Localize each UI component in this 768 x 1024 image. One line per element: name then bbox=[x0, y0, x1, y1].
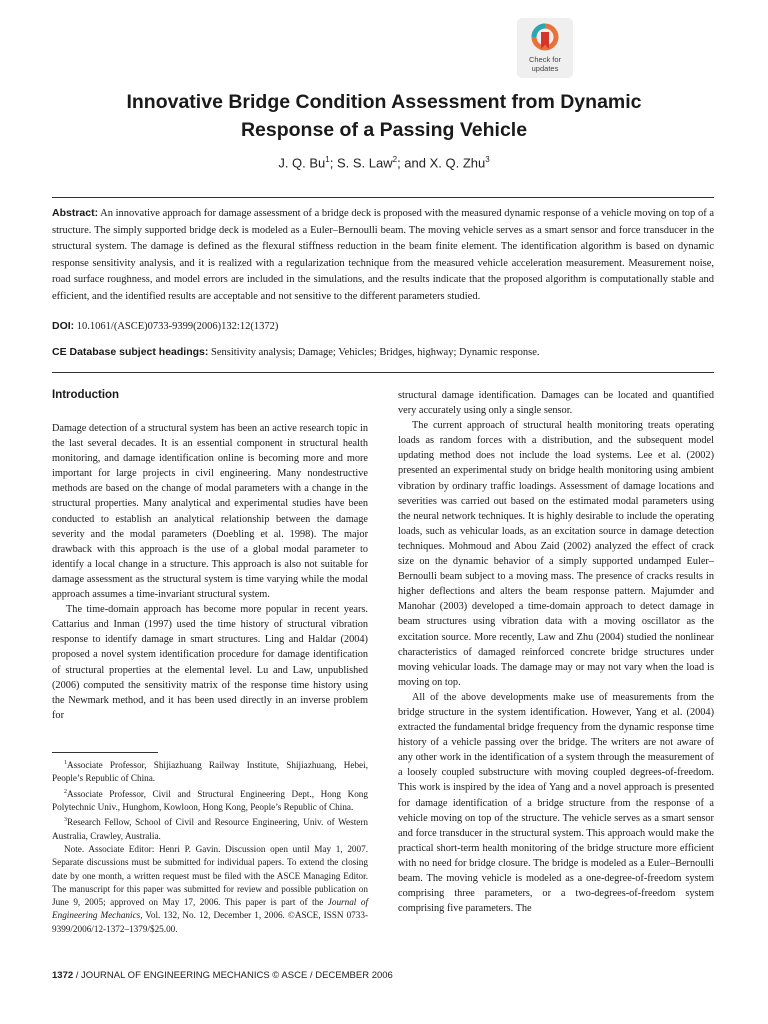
author-name: J. Q. Bu bbox=[278, 155, 326, 171]
footnote bbox=[52, 786, 368, 815]
footnote bbox=[52, 757, 368, 786]
divider-top bbox=[52, 197, 714, 198]
section-heading-introduction: Introduction bbox=[52, 389, 120, 401]
footnote-text: Associate Professor, Shijiazhuang Railway Institute, Shijiazhuang, Hebei, People’s Republic of China. bbox=[52, 760, 368, 784]
paragraph: The time-domain approach has become more popular in recent years. Cattarius and Inman (1997) used the time history of structural vibration response to identify damage in smart structures. Ling and Haldar (2004) proposed a novel system identification procedure for damage identification of structural properties at the elemental level. Lu and Law, unpublished (2006) computed the sensitivity matrix of the response time history using the Newmark method, and it has been used directly in an inverse problem for bbox=[52, 604, 368, 721]
title-line-1: Innovative Bridge Condition Assessment from Dynamic bbox=[126, 91, 642, 113]
footnote-mark: 3 bbox=[64, 817, 67, 824]
author-list bbox=[0, 155, 768, 170]
author-name: S. S. Law bbox=[336, 155, 393, 171]
badge-line-1: Check for bbox=[528, 55, 562, 64]
subject-headings-value: Sensitivity analysis; Damage; Vehicles; Bridges, highway; Dynamic response. bbox=[211, 347, 540, 358]
footer-text: / JOURNAL OF ENGINEERING MECHANICS © ASCE / DECEMBER 2006 bbox=[73, 970, 393, 981]
paragraph: All of the above developments make use of measurements from the bridge structure in the system identification. However, Yang et al. (2004) extracted the fundamental bridge frequency from the dynamic response time history of a vehicle passing over the bridge. The writers are not aware of any other work in the identification of a system through the measurement of a loosely coupled substructure with moving coupled degrees-of-freedom. This work is inspired by the idea of Yang and a novel approach is presented for damage identification of a bridge structure from the response of a vehicle moving on top of the structure. The vehicle serves as a smart sensor and force transducer in the structural system. This approach would make the practical short-term health monitoring of the bridge structure more efficient with no need for bridge closure. The bridge is modeled as a Euler–Bernoulli beam. The moving vehicle is modeled as a one-degree-of-freedom system comprising three parameters, or a two-degrees-of-freedom system comprising five parameters. The bbox=[398, 691, 714, 915]
badge-label bbox=[518, 55, 572, 73]
badge-line-2: updates bbox=[531, 64, 559, 73]
right-column bbox=[398, 388, 714, 916]
journal-name: Journal of Engineering Mechanics bbox=[52, 897, 369, 921]
note-text-end: , Vol. 132, No. 12, December 1, 2006. ©ASCE, ISSN 0733-9399/2006/12-1372–1379/$25.00. bbox=[52, 910, 369, 934]
footnote-mark: 1 bbox=[64, 760, 67, 766]
note-text: Note. Associate Editor: Henri P. Gavin. Discussion open until May 1, 2007. Separate discussions must be submitted for individual papers. To extend the closing date by one month, a written request must be filed with the ASCE Managing Editor. The manuscript for this paper was submitted for review and possible publication on June 9, 2005; approved on May 17, 2006. This paper is part of the bbox=[52, 843, 368, 908]
divider-bottom bbox=[52, 372, 714, 373]
doi-label: DOI: bbox=[52, 320, 75, 332]
footnotes bbox=[52, 757, 368, 936]
author-affiliation-mark: 1 bbox=[325, 155, 330, 164]
author-affiliation-mark: 3 bbox=[485, 155, 490, 164]
page-number: 1372 bbox=[52, 970, 74, 981]
author-name: X. Q. Zhu bbox=[429, 155, 486, 171]
footnote-divider bbox=[52, 752, 158, 753]
doi-value[interactable]: 10.1061/(ASCE)0733-9399(2006)132:12(1372) bbox=[76, 321, 279, 332]
subject-headings-label: CE Database subject headings: bbox=[52, 346, 209, 358]
subject-headings bbox=[52, 346, 714, 358]
author-separator: ; bbox=[329, 155, 337, 171]
editorial-note bbox=[52, 843, 368, 936]
footnote-text: Associate Professor, Civil and Structural Engineering Dept., Hong Kong Polytechnic Univ., Hunghom, Kowloon, Hong Kong, People’s Republic of China. bbox=[52, 788, 368, 813]
footnote-mark: 2 bbox=[64, 788, 67, 795]
abstract bbox=[52, 205, 714, 306]
page-footer bbox=[52, 970, 393, 981]
footnote-text: Research Fellow, School of Civil and Resource Engineering, Univ. of Western Australia, Crawley, Australia. bbox=[52, 817, 368, 841]
author-separator: ; and bbox=[397, 155, 430, 171]
paragraph: The current approach of structural health monitoring treats operating loads as random forces with a distribution, and the subsequent model updating method does not include the load systems. Lee et al. (2002) presented an experimental study on bridge health monitoring using ambient vibration by ordinary traffic loadings. Assessment of damage locations and severities was carried out based on the estimated modal parameters using the neural network techniques. It is highly desirable to include the operating loads, such as vehicular loads, as an excitation source in damage detection techniques. Mohmoud and Abou Zaid (2002) analyzed the effect of crack size on the dynamic behavior of a simply supported undamped Euler–Bernoulli beam subject to a moving mass. The presence of cracks results in higher deflections and alters the beam response pattern. Majumder and Manohar (2003) developed a time-domain approach to detect damage in beam structures using vibration data with a moving oscillator as the excitation source. More recently, Law and Zhu (2004) studied the nonlinear characteristics of damaged reinforced concrete bridge structures under moving vehicular loads. The damage may or may not vary when the load is moving on top. bbox=[398, 420, 714, 688]
footnote bbox=[52, 814, 368, 843]
left-column bbox=[52, 421, 368, 723]
paper-title bbox=[0, 88, 768, 144]
abstract-label: Abstract: bbox=[52, 207, 99, 219]
doi bbox=[52, 320, 714, 332]
title-line-2: Response of a Passing Vehicle bbox=[240, 119, 528, 141]
abstract-text: An innovative approach for damage assessment of a bridge deck is proposed with the measured dynamic response of a vehicle moving on top of a structure. The simply supported bridge deck is modeled as a Euler–Bernoulli beam. The moving vehicle serves as a smart sensor and force transducer in the structural system. The damage is defined as the flexural stiffness reduction in the beam finite element. The identification algorithm is based on dynamic response sensitivity analysis, and it is realized with a regularization technique from the measured vehicle acceleration measurement. Measurement noise, road surface roughness, and model errors are included in the simulations, and the results indicate that the proposed algorithm is computationally stable and efficient, and the identified results are acceptable and not sensitive to the different parameters studied. bbox=[52, 208, 714, 302]
paragraph: Damage detection of a structural system has been an active research topic in the last several decades. It is an essential component in structural health monitoring, and damage identification online is becoming more and more important for large projects in civil engineering. Many nondestructive methods are based on the change of modal parameters with a change in the structural properties. Many analytical and experimental studies have been conducted to establish an analytical relationship between the damage severity and the modal parameters (Doebling et al. 1998). The major drawback with this approach is the use of a global modal parameter to identify a local change in a structure. This approach is also not suitable for damage assessment as the structural system is time varying while the modal approach assumes a time-invariant structural system. bbox=[52, 423, 368, 601]
paragraph: structural damage identification. Damages can be located and quantified very accurately using only a single sensor. bbox=[398, 390, 714, 417]
crossmark-icon bbox=[530, 22, 560, 54]
author-affiliation-mark: 2 bbox=[392, 155, 398, 164]
check-for-updates-badge[interactable] bbox=[517, 18, 573, 78]
